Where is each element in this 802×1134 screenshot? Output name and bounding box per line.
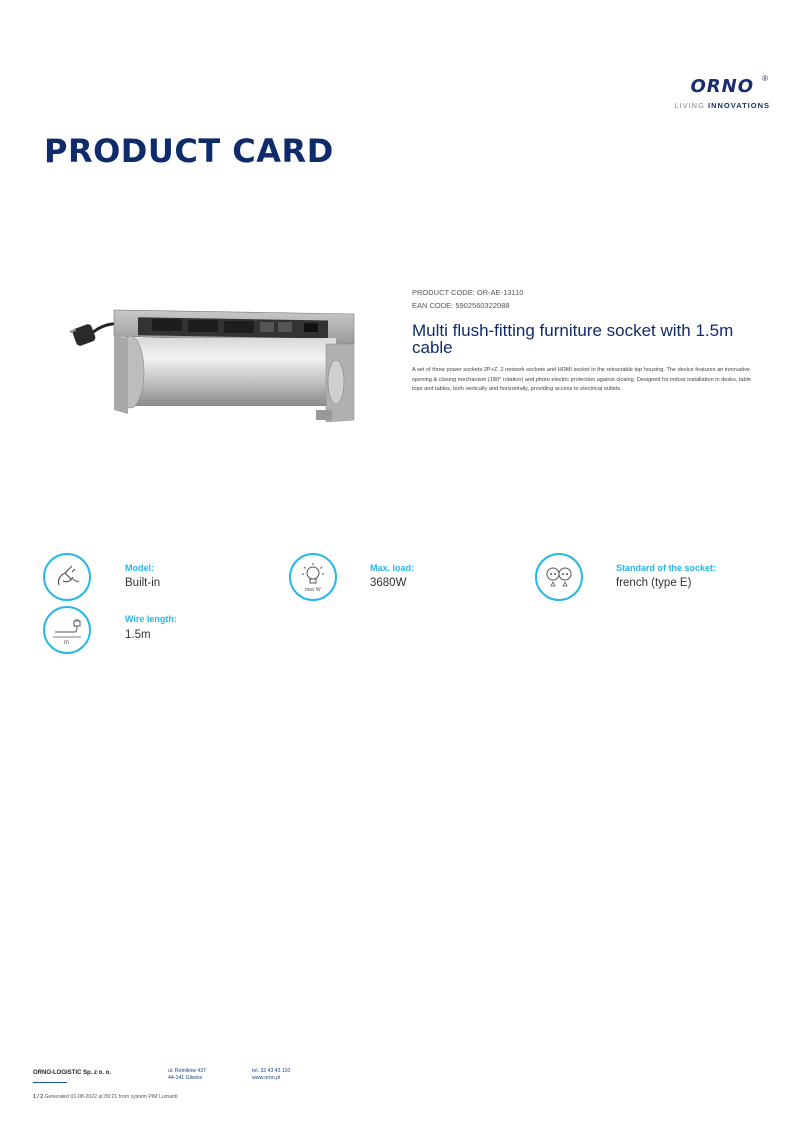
footer-address-line2: 44-141 Gliwice xyxy=(168,1075,203,1081)
max-load-value: 3680W xyxy=(370,577,407,589)
logo-tagline: LIVING INNOVATIONS xyxy=(674,101,770,110)
ean-code: EAN CODE: 5902560322088 xyxy=(412,301,510,310)
footer-address-line1: ul. Rolników 437 xyxy=(168,1068,207,1074)
logo-wordmark: ORNO xyxy=(690,76,754,97)
wire-length-value: 1.5m xyxy=(125,629,151,641)
footer-contact xyxy=(252,1068,290,1082)
page-number: 1 / 2 xyxy=(33,1094,44,1100)
logo-registered-mark: ® xyxy=(762,74,768,83)
footer-website[interactable]: www.orno.pl xyxy=(252,1075,281,1081)
socket-standard-icon xyxy=(535,553,583,601)
bulb-max-w-icon xyxy=(289,553,337,601)
orno-logo xyxy=(652,76,772,112)
model-value: Built-in xyxy=(125,577,161,589)
product-info xyxy=(412,286,762,395)
footer-company: ORNO-LOGISTIC Sp. z o. o. xyxy=(33,1070,111,1076)
model-label: Model: xyxy=(125,563,154,573)
hand-plug-icon xyxy=(43,553,91,601)
max-load-label: Max. load: xyxy=(370,563,415,573)
footer-phone: tel. 32 43 43 110 xyxy=(252,1068,291,1074)
product-name: Multi flush-fitting furniture socket with 1.5m cable xyxy=(412,321,734,357)
wire-length-icon xyxy=(43,606,91,654)
footer-generated xyxy=(33,1094,177,1100)
product-code: PRODUCT CODE: OR-AE-13110 xyxy=(412,288,524,297)
page-title: PRODUCT CARD xyxy=(44,132,334,170)
footer-address xyxy=(168,1068,206,1082)
product-image xyxy=(68,290,368,430)
product-description: A set of three power sockets 2P+Z, 2 network sockets and HDMI socket in the retractable top housing. The device features an innovative opening & closing mechanism (180° rotation) and photo electric protection against closing. Designed for indoor installation in desks, table tops and tables, both vertically and horizontally, providing access to electrical outlets. xyxy=(412,367,751,392)
wire-length-label: Wire length: xyxy=(125,614,177,624)
socket-standard-label: Standard of the socket: xyxy=(616,563,717,573)
wire-icon-text: m xyxy=(64,640,69,646)
footer-divider xyxy=(33,1082,67,1083)
max-w-icon-text: max W xyxy=(305,587,321,593)
socket-standard-value: french (type E) xyxy=(616,577,692,589)
generated-text: Generated 01-08-2022 at 09:21 from system PIM Lumanti xyxy=(43,1094,178,1100)
